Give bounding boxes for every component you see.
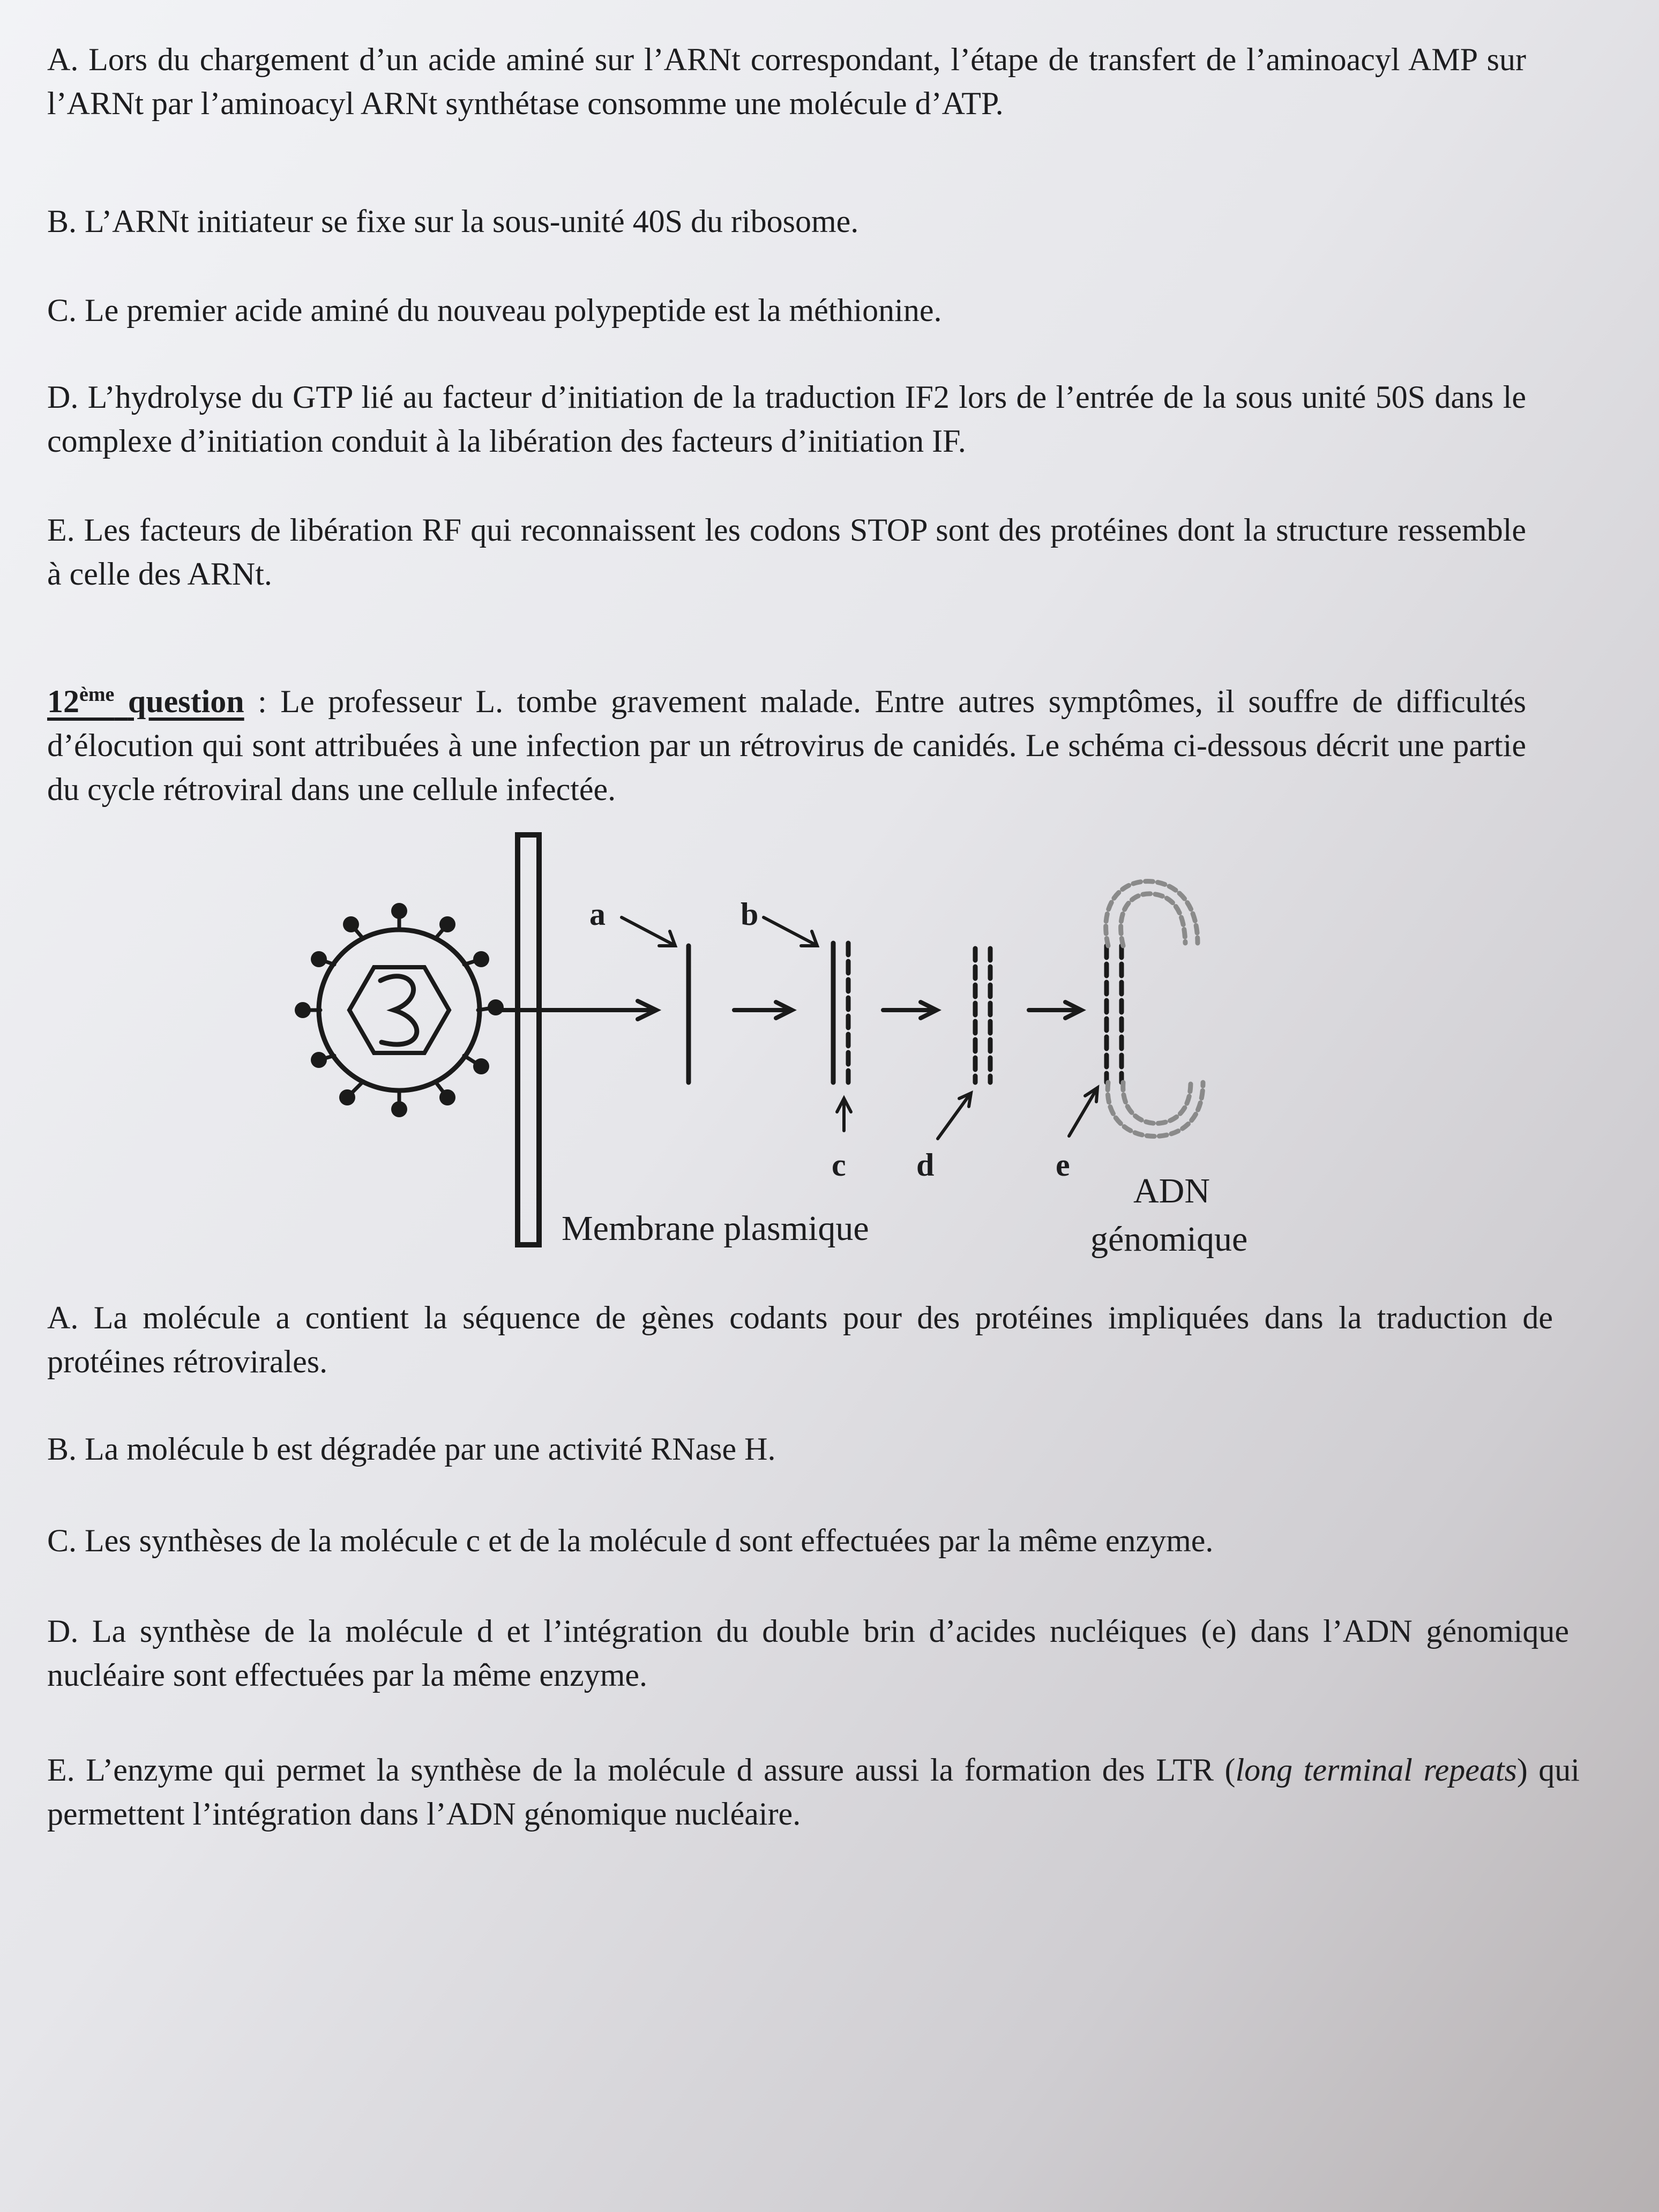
q12-option-a: A. La molécule a contient la séquence de gènes codants pour des protéines impliquées dans la traduction de protéines rétrovirales. [47, 1300, 1553, 1379]
q12-number: 12 [47, 684, 79, 719]
q11-option-a: A. Lors du chargement d’un acide aminé sur l’ARNt correspondant, l’étape de transfert de l’aminoacyl AMP sur l’ARNt par l’aminoacyl ARNt synthétase consomme une molécule d’ATP. [47, 42, 1526, 121]
q12-option-e-start: E. L’enzyme qui permet la synthèse de la molécule d assure aussi la formation des LTR ( [47, 1752, 1236, 1788]
q12-option-e-end: ) qui permettent l’intégration dans l’ADN génomique nucléaire. [47, 1752, 1580, 1832]
label-a: a [589, 896, 606, 932]
q12-option-c: C. Les synthèses de la molécule c et de la molécule d sont effectuées par la même enzyme. [47, 1523, 1214, 1558]
q12-superscript: ème [79, 683, 115, 706]
q11-option-d: D. L’hydrolyse du GTP lié au facteur d’initiation de la traduction IF2 lors de l’entrée de la sous unité 50S dans le complexe d’initiation conduit à la libération des facteurs d’initiation IF. [47, 379, 1526, 459]
q12-option-e [47, 1748, 1580, 1836]
label-d: d [916, 1147, 935, 1183]
q11-option-c: C. Le premier acide aminé du nouveau polypeptide est la méthionine. [47, 293, 942, 328]
adn-caption-line1: ADN [1133, 1171, 1210, 1210]
q12-option-d: D. La synthèse de la molécule d et l’intégration du double brin d’acides nucléiques (e) dans l’ADN génomique nucléaire sont effectuées par la même enzyme. [47, 1613, 1569, 1693]
label-b: b [741, 896, 759, 932]
q12-word: question [128, 684, 244, 719]
adn-caption-line2: génomique [1090, 1220, 1248, 1259]
q11-option-e: E. Les facteurs de libération RF qui reconnaissent les codons STOP sont des protéines dont la structure ressemble à celle des ARNt. [47, 512, 1526, 592]
virus-particle-icon [295, 903, 504, 1117]
q12-option-e-italic: long terminal repeats [1235, 1752, 1517, 1788]
label-e: e [1056, 1147, 1070, 1183]
label-c: c [832, 1147, 846, 1183]
q12-text: : Le professeur L. tombe gravement malade. Entre autres symptômes, il souffre de difficultés d’élocution qui sont attribuées à une infection par un rétrovirus de canidés. Le schéma ci-dessous décrit une partie du cycle rétroviral dans une cellule infectée. [47, 684, 1526, 807]
q11-option-b: B. L’ARNt initiateur se fixe sur la sous-unité 40S du ribosome. [47, 204, 859, 239]
membrane-caption: Membrane plasmique [562, 1209, 869, 1248]
plasma-membrane [518, 835, 539, 1245]
q12-option-b: B. La molécule b est dégradée par une activité RNase H. [47, 1431, 776, 1467]
